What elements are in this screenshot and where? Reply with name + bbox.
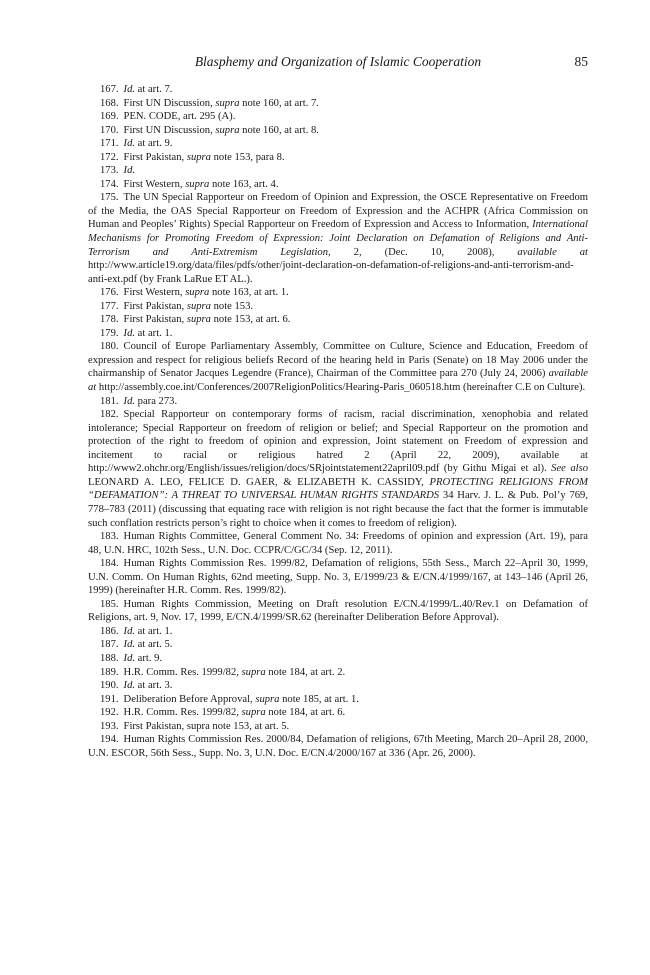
footnote-text: First Pakistan, bbox=[123, 300, 187, 312]
footnote bbox=[88, 340, 588, 394]
footnote bbox=[88, 666, 588, 680]
footnote-text: International Mechanisms for Promoting Freedom of Expression: Joint Declaration on Defamation of Religions and Anti-Terrorism and Anti-Extremism Legislation bbox=[88, 219, 588, 258]
footnote-text: note 185, at art. 1. bbox=[279, 693, 359, 705]
footnote-text: supra bbox=[241, 707, 266, 719]
footnote-number: 170. bbox=[100, 124, 119, 136]
footnote-text: Human Rights Committee, General Comment No. 34: Freedoms of opinion and expression (Art. 19), para 48, U.N. HRC, 102th Sess., U.N. Doc. CCPR/C/GC/34 (Sep. 12, 2011). bbox=[88, 531, 588, 556]
footnote-number: 183. bbox=[100, 531, 119, 543]
footnote-text: http://assembly.coe.int/Conferences/2007ReligionPolitics/Hearing-Paris_060518.htm (hereinafter C.E on Culture). bbox=[96, 382, 586, 394]
footnote bbox=[88, 313, 588, 327]
footnote-number: 176. bbox=[100, 287, 119, 299]
footnote bbox=[88, 557, 588, 598]
footnote-text: note 153, para 8. bbox=[210, 151, 285, 163]
footnote-text: Id. bbox=[123, 327, 136, 339]
footnote-text: at art. 1. bbox=[135, 327, 173, 339]
footnote-text: available at bbox=[88, 368, 588, 394]
footnote-text: Id. bbox=[123, 84, 136, 95]
footnote bbox=[88, 733, 588, 760]
footnote-text: 34 Harv. J. L. & Pub. Pol’y 769, 778–783 (2011) (discussing that equating race with religion is not right because the fact that the former is immutable such conflation restricts person’s right to choice when it comes to freedom of religion). bbox=[88, 490, 588, 529]
footnote-text: note 160, at art. 7. bbox=[239, 97, 319, 109]
footnote-text: note 163, at art. 1. bbox=[209, 287, 289, 299]
footnote bbox=[88, 178, 588, 192]
footnote-text: First Pakistan, supra note 153, at art. 5. bbox=[123, 720, 290, 732]
footnote-text: PROTECTING RELIGIONS FROM “DEFAMATION”: A THREAT TO UNIVERSAL HUMAN RIGHTS STANDARDS bbox=[88, 476, 588, 502]
footnote-text: note 184, at art. 2. bbox=[265, 666, 346, 678]
footnote-text: supra bbox=[215, 124, 240, 136]
footnote-number: 179. bbox=[100, 327, 119, 339]
footnote-text: LEONARD A. LEO, FELICE D. GAER, & ELIZABETH K. CASSIDY, bbox=[88, 476, 430, 488]
running-title: Blasphemy and Organization of Islamic Cooperation bbox=[194, 54, 482, 69]
footnote-text: The UN Special Rapporteur on Freedom of Opinion and Expression, the OSCE Representative on Freedom of the Media, the OAS Special Rapporteur on Freedom of Expression and the ACHPR (Africa Commission on Human and Peoples’ Rights) Special Rapporteur on Freedom of Expression and Access to Information, bbox=[88, 192, 588, 231]
footnote-number: 173. bbox=[100, 165, 119, 177]
footnote-text: Deliberation Before Approval, bbox=[123, 693, 256, 705]
footnote bbox=[88, 124, 588, 138]
footnote-number: 167. bbox=[100, 84, 119, 95]
footnote-number: 190. bbox=[100, 680, 119, 692]
footnote-text: note 160, at art. 8. bbox=[239, 124, 319, 136]
footnote bbox=[88, 286, 588, 300]
footnote bbox=[88, 110, 588, 124]
footnote-text: Human Rights Commission Res. 2000/84, Defamation of religions, 67th Meeting, March 20–April 28, 2000, U.N. ESCOR, 56th Sess., Supp. No. 3, U.N. Doc. E/CN.4/2000/167 at 336 (Apr. 26, 2000). bbox=[88, 734, 588, 759]
footnote bbox=[88, 164, 588, 178]
footnote-number: 172. bbox=[100, 151, 119, 163]
footnote-text: supra bbox=[241, 666, 266, 678]
footnote-text: supra bbox=[185, 178, 210, 190]
footnote-text: First Pakistan, bbox=[123, 314, 187, 326]
footnote-number: 182. bbox=[100, 409, 119, 421]
footnote bbox=[88, 720, 588, 734]
footnote-text: at art. 1. bbox=[135, 625, 173, 637]
footnote bbox=[88, 408, 588, 530]
footnote-text: at art. 7. bbox=[135, 84, 173, 95]
footnote-number: 169. bbox=[100, 111, 119, 123]
footnote bbox=[88, 191, 588, 286]
footnote-number: 181. bbox=[100, 395, 119, 407]
footnote-text: Id. bbox=[123, 138, 136, 150]
footnote-text: supra bbox=[186, 151, 211, 163]
footnote-number: 187. bbox=[100, 639, 119, 651]
footnote-text: art. 9. bbox=[135, 652, 163, 664]
footnote bbox=[88, 638, 588, 652]
footnote-text: available at bbox=[517, 246, 588, 258]
footnote bbox=[88, 151, 588, 165]
footnote bbox=[88, 137, 588, 151]
footnote-text: , 2, (Dec. 10, 2008), bbox=[328, 246, 518, 258]
footnote-text: supra bbox=[186, 314, 211, 326]
footnote-text: note 153. bbox=[210, 300, 254, 312]
footnote-text: PEN. CODE, art. 295 (A). bbox=[123, 111, 236, 123]
footnote-text: Council of Europe Parliamentary Assembly, Committee on Culture, Science and Education, Freedom of expression and respect for religious beliefs Record of the hearing held in Paris (Senate) on 18 May 2006 under the chairmanship of Senator Jacques Legendre (France), Chairman of the Committee para 270 (July 24, 2006) bbox=[88, 341, 588, 380]
footnote-number: 184. bbox=[100, 558, 119, 570]
footnote bbox=[88, 395, 588, 409]
footnote bbox=[88, 300, 588, 314]
footnote-text: Special Rapporteur on contemporary forms of racism, racial discrimination, xenophobia and related intolerance; Special Rapporteur on freedom of religion or belief; and Special Rapporteur on the promotion and protection of the right to freedom of opinion and expression, Joint statement on Freedom of expression and incitement to racial or religious hatred 2 (April 22, 2009), available at http://www2.ohchr.org/English/issues/religion/docs/SRjointstatement22april09.pdf (by Githu Migai et al). bbox=[88, 409, 588, 475]
footnote-text: supra bbox=[185, 287, 210, 299]
footnote-number: 194. bbox=[100, 734, 119, 746]
footnote-text: First Western, bbox=[123, 178, 186, 190]
footnote-text: note 184, at art. 6. bbox=[265, 707, 346, 719]
footnote-number: 191. bbox=[100, 693, 119, 705]
footnote-number: 174. bbox=[100, 178, 119, 190]
footnote-text: First Western, bbox=[123, 287, 186, 299]
footnote-number: 192. bbox=[100, 707, 119, 719]
footnote-number: 171. bbox=[100, 138, 119, 150]
footnote-number: 175. bbox=[100, 192, 119, 204]
footnote-text: Id. bbox=[123, 639, 136, 651]
footnote bbox=[88, 327, 588, 341]
footnote-text: Human Rights Commission, Meeting on Draft resolution E/CN.4/1999/L.40/Rev.1 on Defamation of Religions, art. 9, Nov. 17, 1999, E/CN.4/1999/SR.62 (hereinafter Deliberation Before Approval). bbox=[88, 598, 588, 624]
footnote bbox=[88, 693, 588, 707]
footnote bbox=[88, 706, 588, 720]
footnote-text: See also bbox=[551, 463, 588, 475]
footnote-text: Id. bbox=[123, 652, 136, 664]
footnote-text: at art. 9. bbox=[135, 138, 173, 150]
footnote-text: First UN Discussion, bbox=[123, 97, 216, 109]
footnote bbox=[88, 679, 588, 693]
footnote-text: Id. bbox=[123, 165, 136, 177]
footnote-number: 186. bbox=[100, 625, 119, 637]
footnote-text: para 273. bbox=[135, 395, 178, 407]
footnote-number: 188. bbox=[100, 652, 119, 664]
footnote-number: 168. bbox=[100, 97, 119, 109]
footnote-text: Id. bbox=[123, 625, 136, 637]
page-number: 85 bbox=[574, 54, 588, 69]
footnote-text: supra bbox=[186, 300, 211, 312]
footnote-text: Id. bbox=[123, 680, 136, 692]
footnote-text: note 163, art. 4. bbox=[209, 178, 279, 190]
footnote-text: First Pakistan, bbox=[123, 151, 187, 163]
footnote-number: 180. bbox=[100, 341, 119, 353]
footnote-number: 178. bbox=[100, 314, 119, 326]
footnote-text: note 153, at art. 6. bbox=[210, 314, 291, 326]
footnote-text: H.R. Comm. Res. 1999/82, bbox=[123, 707, 242, 719]
footnote-number: 177. bbox=[100, 300, 119, 312]
footnote-text: First UN Discussion, bbox=[123, 124, 216, 136]
footnote-text: at art. 5. bbox=[135, 639, 173, 651]
footnote bbox=[88, 598, 588, 625]
footnote bbox=[88, 530, 588, 557]
running-header bbox=[88, 54, 588, 74]
footnote bbox=[88, 652, 588, 666]
footnote-text: Human Rights Commission Res. 1999/82, Defamation of religions, 55th Sess., March 22–April 30, 1999, U.N. Comm. On Human Rights, 62nd meeting, Supp. No. 3, E/1999/23 & E/CN.4/1999/167, at 143–146 (April 26, 1999) (hereinafter H.R. Comm. Res. 1999/82). bbox=[88, 558, 588, 597]
footnote bbox=[88, 83, 588, 97]
footnote-text: supra bbox=[215, 97, 240, 109]
footnote-text: supra bbox=[255, 693, 280, 705]
footnote bbox=[88, 97, 588, 111]
footnote-number: 189. bbox=[100, 666, 119, 678]
footnote-text: Id. bbox=[123, 395, 136, 407]
footnote bbox=[88, 625, 588, 639]
footnote-number: 193. bbox=[100, 720, 119, 732]
footnote-number: 185. bbox=[100, 598, 119, 610]
footnote-text: http://www.article19.org/data/files/pdfs/other/joint-declaration-on-defamation-of-religions-and-anti-terrorism-and-anti-ext.pdf (by Frank LaRue ET AL.). bbox=[88, 260, 574, 285]
footnote-text: at art. 3. bbox=[135, 680, 173, 692]
footnote-text: H.R. Comm. Res. 1999/82, bbox=[123, 666, 242, 678]
footnotes-list bbox=[88, 83, 588, 760]
